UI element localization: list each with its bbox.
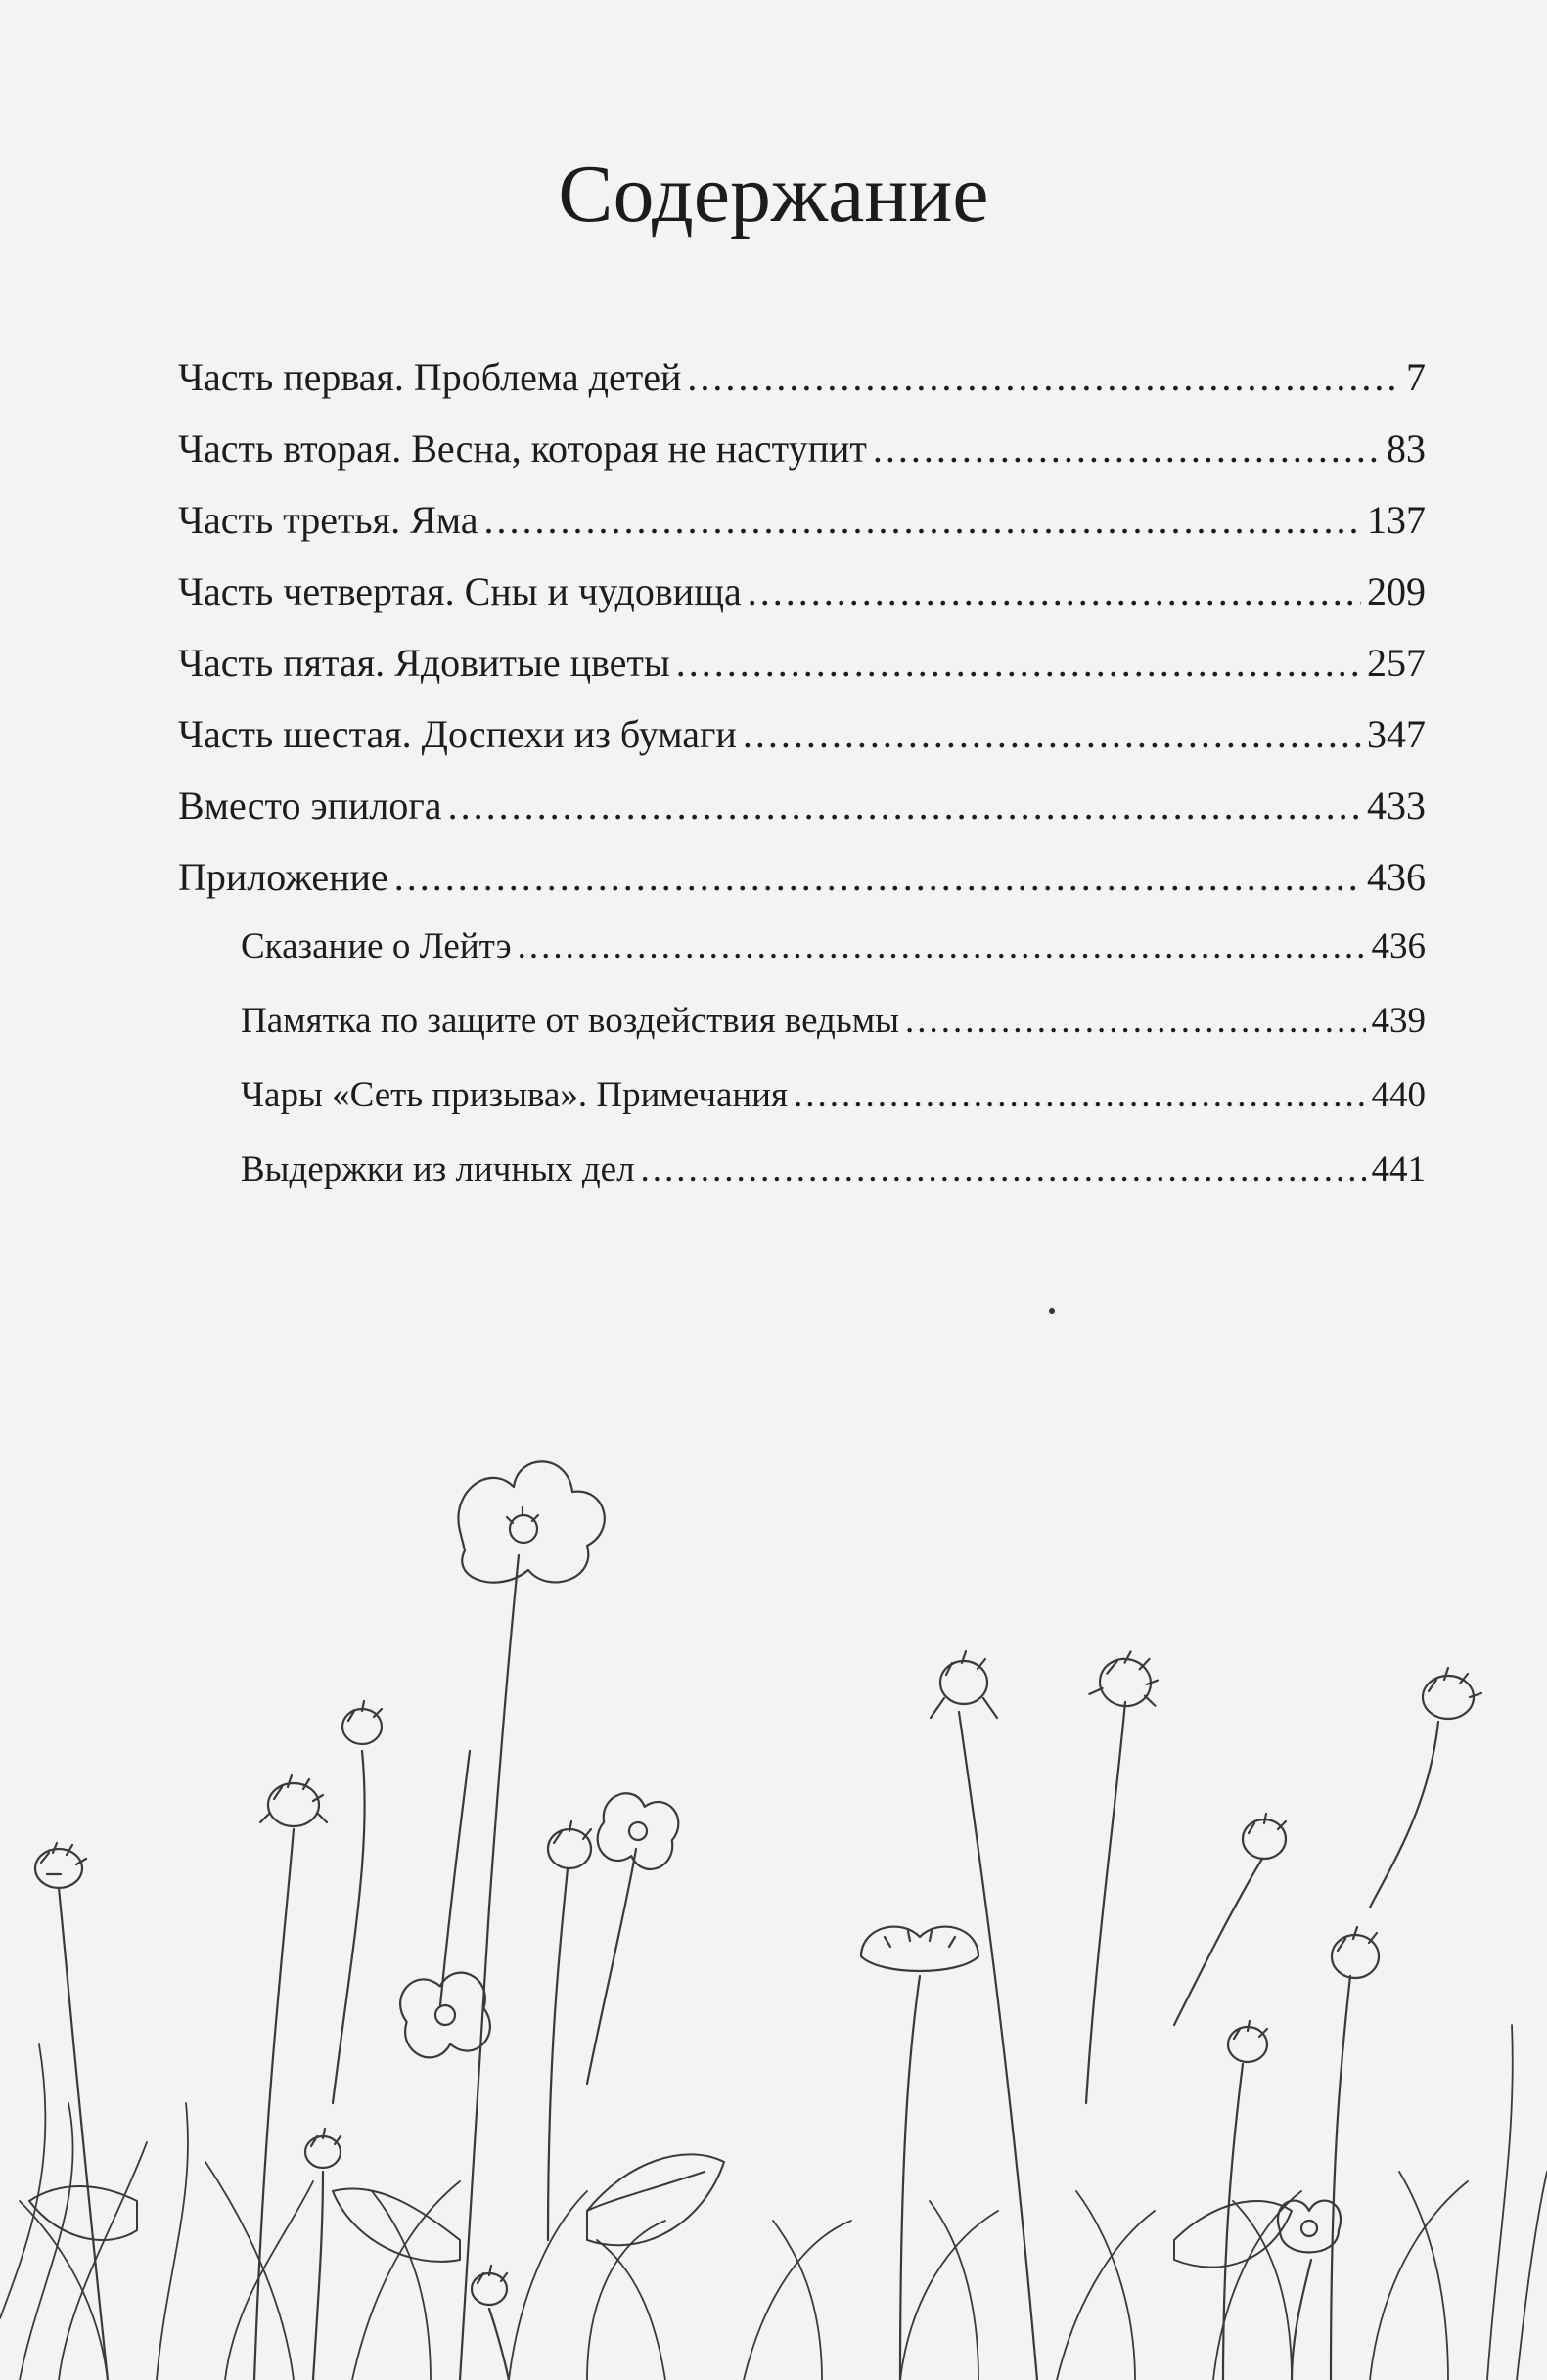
toc-entry-label: Часть пятая. Ядовитые цветы	[178, 641, 670, 685]
buttercup-flowers	[396, 1461, 1341, 2380]
toc-entry-label: Часть первая. Проблема детей	[178, 355, 682, 399]
toc-leader-dots	[394, 854, 1361, 900]
toc-entry-page: 433	[1367, 784, 1426, 828]
toc-subentry[interactable]	[241, 925, 1426, 1000]
toc-entry[interactable]	[178, 711, 1426, 783]
toc-entry-label: Сказание о Лейтэ	[241, 926, 512, 966]
toc-entry-page: 7	[1406, 355, 1426, 399]
toc-subentry[interactable]	[241, 1074, 1426, 1148]
toc-entry-label: Часть шестая. Доспехи из бумаги	[178, 712, 737, 756]
toc-entry-label: Часть четвертая. Сны и чудовища	[178, 569, 742, 613]
toc-entry-label: Памятка по защите от воздействия ведьмы	[241, 1001, 899, 1041]
toc-entry-page: 257	[1367, 641, 1426, 685]
leaves	[29, 2154, 1292, 2267]
table-of-contents	[178, 354, 1426, 1223]
toc-entry-label: Часть вторая. Весна, которая не наступит	[178, 427, 867, 471]
ink-speck	[1049, 1308, 1055, 1314]
toc-entry-label: Вместо эпилога	[178, 784, 442, 828]
toc-entry-label: Выдержки из личных дел	[241, 1149, 635, 1190]
toc-leader-dots	[748, 568, 1361, 614]
toc-leader-dots	[641, 1148, 1366, 1190]
toc-entry[interactable]	[178, 354, 1426, 426]
toc-entry-page: 83	[1387, 427, 1426, 471]
toc-subentry[interactable]	[241, 1148, 1426, 1223]
clover-flowers	[35, 1646, 1481, 2380]
toc-entry-page: 209	[1367, 569, 1426, 613]
toc-entry[interactable]	[178, 640, 1426, 711]
toc-leader-dots	[743, 711, 1361, 757]
toc-leader-dots	[687, 354, 1400, 400]
toc-entry[interactable]	[178, 568, 1426, 640]
toc-entry[interactable]	[178, 854, 1426, 925]
toc-entry-page: 440	[1371, 1075, 1426, 1115]
toc-leader-dots	[448, 783, 1361, 829]
toc-entry-label: Часть третья. Яма	[178, 498, 478, 542]
toc-entry[interactable]	[178, 426, 1426, 497]
wildflower-meadow-illustration	[0, 1360, 1547, 2380]
toc-entry-label: Приложение	[178, 855, 388, 899]
toc-leader-dots	[518, 925, 1366, 967]
toc-entry-page: 137	[1367, 498, 1426, 542]
toc-entry[interactable]	[178, 783, 1426, 854]
toc-leader-dots	[794, 1074, 1366, 1116]
toc-entry[interactable]	[178, 497, 1426, 568]
toc-leader-dots	[873, 426, 1381, 472]
toc-leader-dots	[905, 1000, 1366, 1042]
toc-entry-page: 347	[1367, 712, 1426, 756]
toc-entry-page: 439	[1371, 1001, 1426, 1041]
toc-entry-label: Чары «Сеть призыва». Примечания	[241, 1075, 788, 1115]
page-title: Содержание	[558, 149, 989, 240]
toc-leader-dots	[484, 497, 1361, 543]
toc-subentry[interactable]	[241, 1000, 1426, 1074]
toc-leader-dots	[676, 640, 1361, 686]
toc-entry-page: 441	[1371, 1149, 1426, 1190]
toc-entry-page: 436	[1371, 926, 1426, 966]
toc-entry-page: 436	[1367, 855, 1426, 899]
